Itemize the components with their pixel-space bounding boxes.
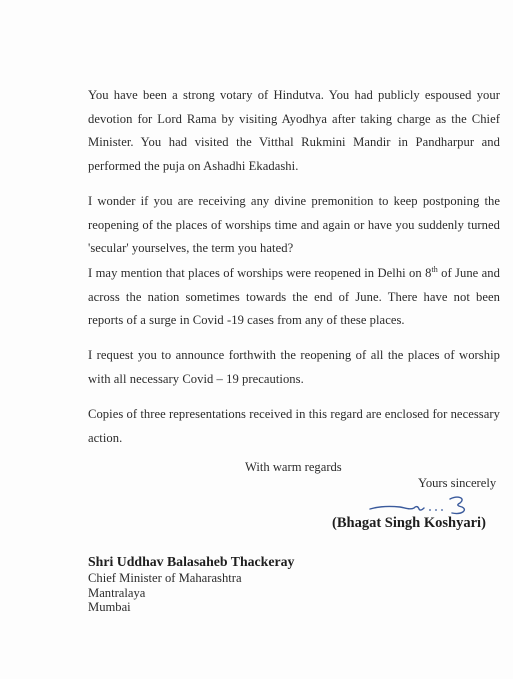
addressee-title: Chief Minister of Maharashtra <box>88 571 242 585</box>
closing-regards: With warm regards <box>245 460 342 474</box>
paragraph-hindutva: You have been a strong votary of Hindutva. You had publicly espoused your devotion for Lord Rama by visiting Ayodhya after taking charge as the Chief Minister. You had visited the Vitthal Rukmini Mandir in Pandharpur and performed the puja on Ashadhi Ekadashi. <box>88 88 500 173</box>
paragraph-reopened-delhi-start: I may mention that places of worships were reopened in Delhi on 8 <box>88 266 432 280</box>
paragraph-reopened-delhi <box>88 262 500 333</box>
addressee-name: Shri Uddhav Balasaheb Thackeray <box>88 554 295 569</box>
sign-off: Yours sincerely <box>418 476 497 490</box>
signer-name: (Bhagat Singh Koshyari) <box>332 515 486 531</box>
paragraph-request: I request you to announce forthwith the reopening of all the places of worship with all necessary Covid – 19 precautions. <box>88 348 500 386</box>
addressee-city: Mumbai <box>88 600 131 614</box>
handwritten-signature <box>366 494 496 516</box>
paragraph-premonition: I wonder if you are receiving any divine premonition to keep postponing the reopening of the places of worships time and again or have you suddenly turned 'secular' yourselves, the term you hated? <box>88 194 500 255</box>
addressee-block <box>88 552 294 615</box>
addressee-office: Mantralaya <box>88 585 146 600</box>
paragraph-copies-enclosed: Copies of three representations received in this regard are enclosed for necessary action. <box>88 407 500 445</box>
ordinal-suffix: th <box>431 265 438 274</box>
paragraph-reopened-delhi-end: of June and across the nation sometimes towards the end of June. There have not been reports of a surge in Covid -19 cases from any of these places. <box>88 266 500 327</box>
